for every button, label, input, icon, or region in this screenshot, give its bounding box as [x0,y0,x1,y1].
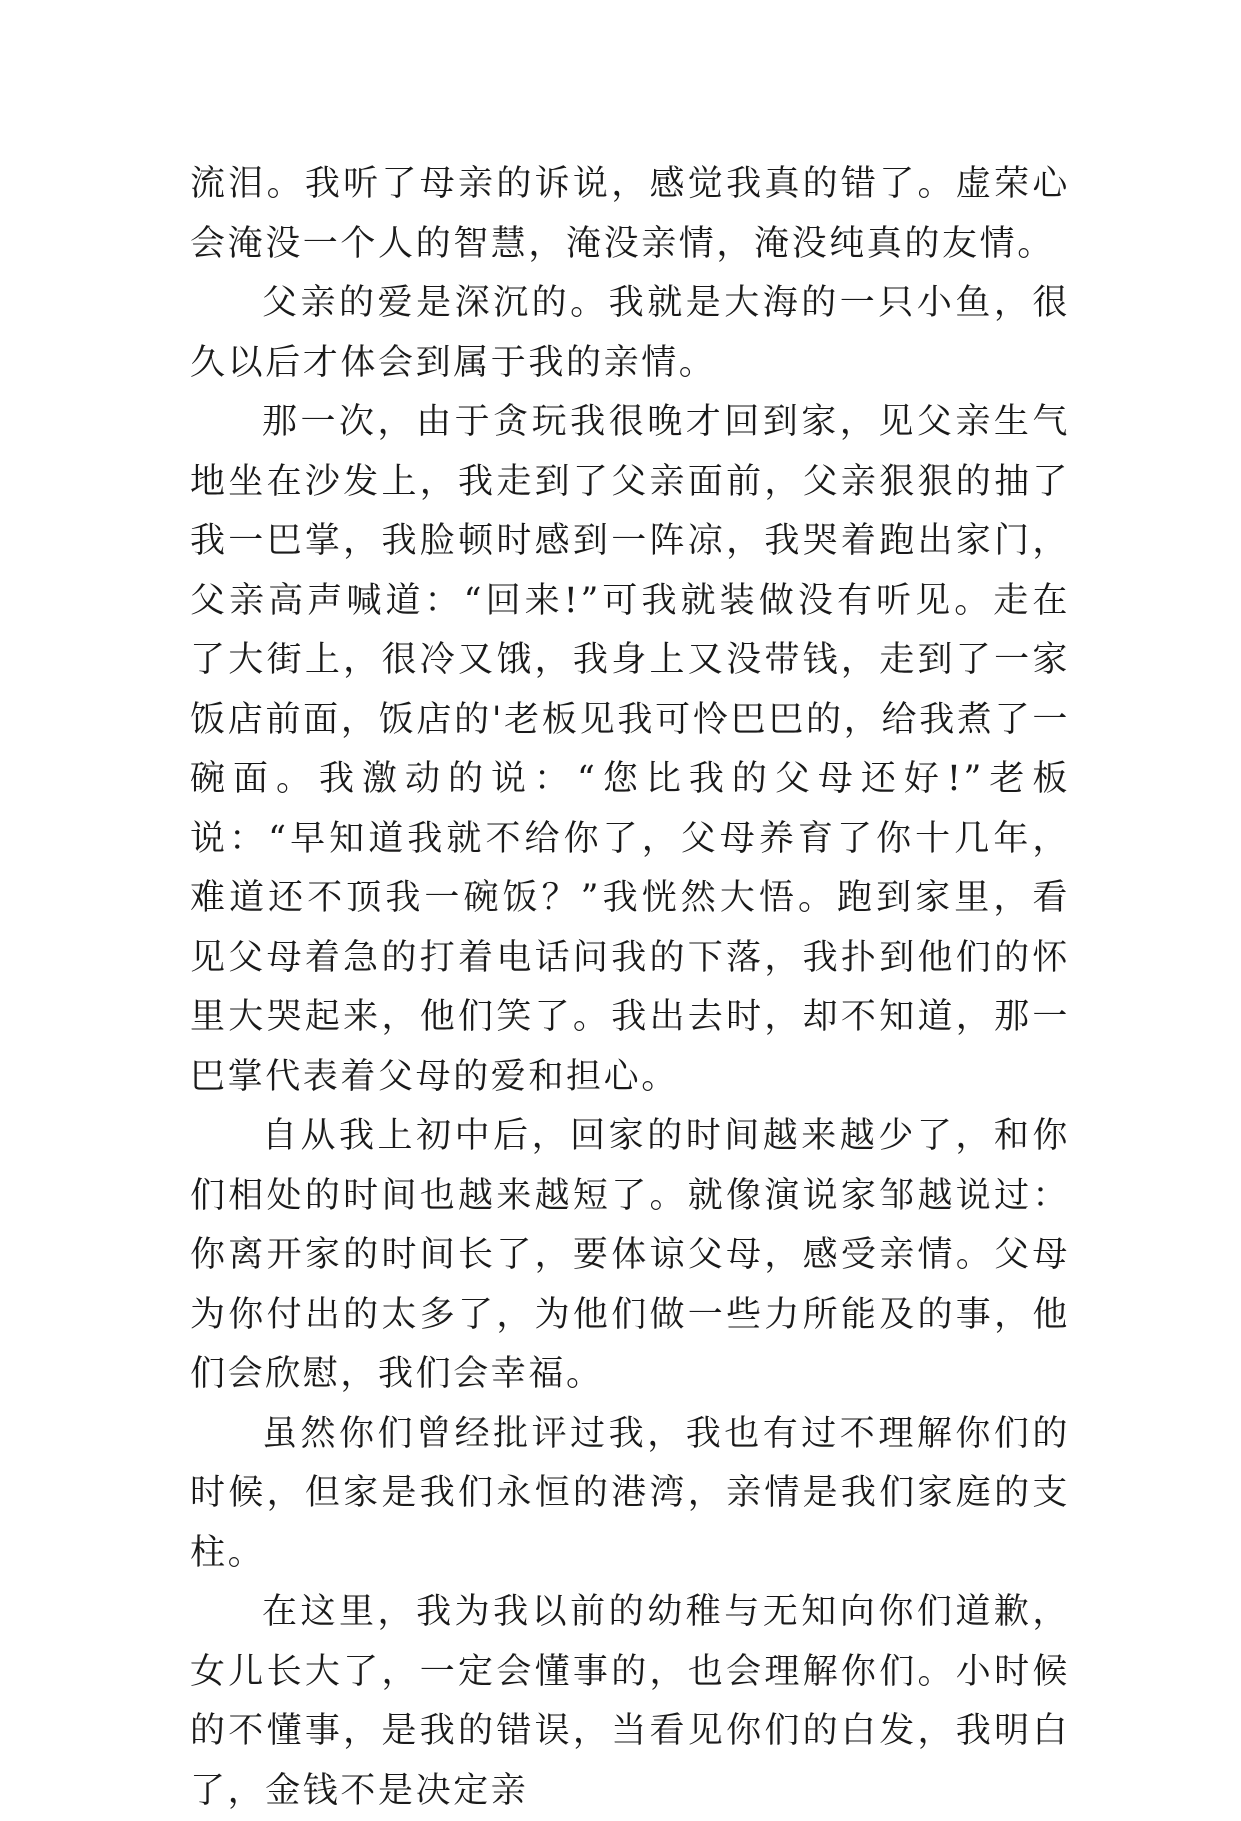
paragraph-2: 父亲的爱是深沉的。我就是大海的一只小鱼，很久以后才体会到属于我的亲情。 [190,283,1070,383]
document-body [190,155,1070,1821]
paragraph-5: 虽然你们曾经批评过我，我也有过不理解你们的时候，但家是我们永恒的港湾，亲情是我们家庭的支柱。 [190,1413,1070,1573]
paragraph-1: 流泪。我听了母亲的诉说，感觉我真的错了。虚荣心会淹没一个人的智慧，淹没亲情，淹没纯真的友情。 [190,164,1070,264]
paragraph-4: 自从我上初中后，回家的时间越来越少了，和你们相处的时间也越来越短了。就像演说家邹越说过：你离开家的时间长了，要体谅父母，感受亲情。父母为你付出的太多了，为他们做一些力所能及的事，他们会欣慰，我们会幸福。 [190,1116,1070,1394]
paragraph-6: 在这里，我为我以前的幼稚与无知向你们道歉，女儿长大了，一定会懂事的，也会理解你们。小时候的不懂事，是我的错误，当看见你们的白发，我明白了，金钱不是决定亲 [190,1592,1070,1811]
paragraph-3: 那一次，由于贪玩我很晚才回到家，见父亲生气地坐在沙发上，我走到了父亲面前，父亲狠狠的抽了我一巴掌，我脸顿时感到一阵凉，我哭着跑出家门，父亲高声喊道：“回来!”可我就装做没有听见。走在了大街上，很冷又饿，我身上又没带钱，走到了一家饭店前面，饭店的'老板见我可怜巴巴的，给我煮了一碗面。我激动的说：“您比我的父母还好!”老板说：“早知道我就不给你了，父母养育了你十几年，难道还不顶我一碗饭？”我恍然大悟。跑到家里，看见父母着急的打着电话问我的下落，我扑到他们的怀里大哭起来，他们笑了。我出去时，却不知道，那一巴掌代表着父母的爱和担心。 [190,402,1070,1097]
